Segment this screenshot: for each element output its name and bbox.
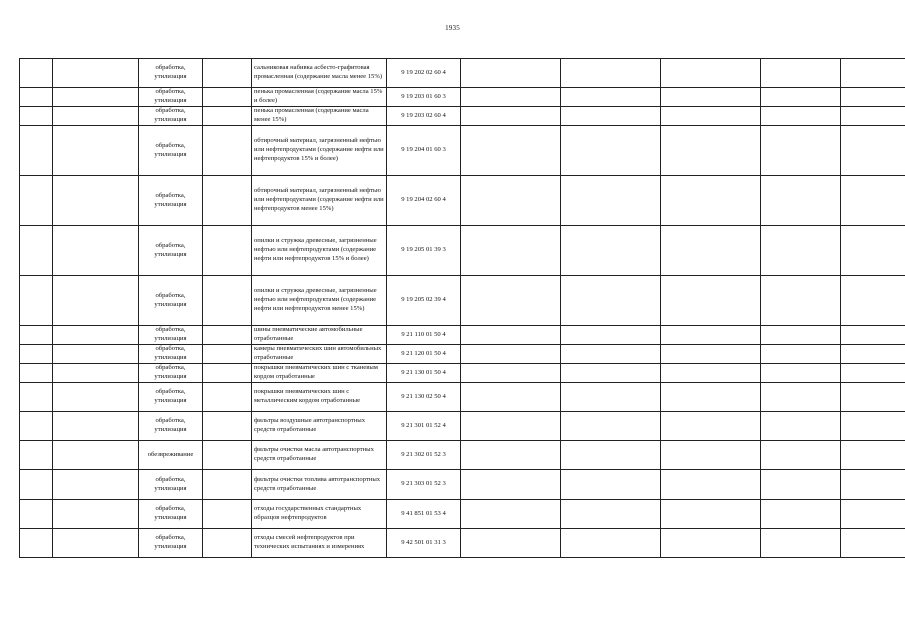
cell-empty bbox=[20, 470, 53, 500]
operation-cell: обработка, утилизация bbox=[139, 326, 203, 345]
cell-empty bbox=[203, 383, 252, 412]
cell-empty bbox=[53, 226, 139, 276]
cell-empty bbox=[561, 88, 661, 107]
cell-empty bbox=[461, 226, 561, 276]
cell-empty bbox=[761, 529, 841, 558]
cell-empty bbox=[20, 276, 53, 326]
cell-empty bbox=[203, 107, 252, 126]
fkko-code-cell: 9 21 110 01 50 4 bbox=[387, 326, 461, 345]
waste-name-cell: обтирочный материал, загрязненный нефтью или нефтепродуктами (содержание нефти или нефтепродуктов менее 15%) bbox=[252, 176, 387, 226]
cell-empty bbox=[761, 470, 841, 500]
cell-empty bbox=[661, 126, 761, 176]
cell-empty bbox=[661, 88, 761, 107]
cell-empty bbox=[203, 59, 252, 88]
cell-empty bbox=[461, 529, 561, 558]
cell-empty bbox=[53, 500, 139, 529]
fkko-code-cell: 9 19 203 01 60 3 bbox=[387, 88, 461, 107]
fkko-code-cell: 9 21 303 01 52 3 bbox=[387, 470, 461, 500]
cell-empty bbox=[461, 345, 561, 364]
waste-name-cell: фильтры очистки топлива автотранспортных средств отработанные bbox=[252, 470, 387, 500]
cell-empty bbox=[53, 470, 139, 500]
fkko-code-cell: 9 19 204 01 60 3 bbox=[387, 126, 461, 176]
cell-empty bbox=[53, 59, 139, 88]
cell-empty bbox=[53, 126, 139, 176]
cell-empty bbox=[53, 345, 139, 364]
cell-empty bbox=[461, 441, 561, 470]
cell-empty bbox=[661, 500, 761, 529]
table-row bbox=[20, 126, 905, 176]
cell-empty bbox=[20, 59, 53, 88]
fkko-code-cell: 9 19 205 02 39 4 bbox=[387, 276, 461, 326]
fkko-code-cell: 9 21 130 01 50 4 bbox=[387, 364, 461, 383]
cell-empty bbox=[203, 470, 252, 500]
cell-empty bbox=[203, 500, 252, 529]
waste-name-cell: пенька промасленная (содержание масла 15% и более) bbox=[252, 88, 387, 107]
cell-empty bbox=[203, 176, 252, 226]
cell-empty bbox=[203, 412, 252, 441]
cell-empty bbox=[461, 107, 561, 126]
cell-empty bbox=[203, 88, 252, 107]
operation-cell: обработка, утилизация bbox=[139, 88, 203, 107]
cell-empty bbox=[20, 383, 53, 412]
cell-empty bbox=[561, 441, 661, 470]
cell-empty bbox=[661, 441, 761, 470]
cell-empty bbox=[841, 500, 905, 529]
operation-cell: обработка, утилизация bbox=[139, 383, 203, 412]
cell-empty bbox=[53, 176, 139, 226]
table-row bbox=[20, 276, 905, 326]
cell-empty bbox=[561, 529, 661, 558]
cell-empty bbox=[661, 383, 761, 412]
table-row bbox=[20, 470, 905, 500]
table-row bbox=[20, 412, 905, 441]
cell-empty bbox=[203, 226, 252, 276]
cell-empty bbox=[661, 176, 761, 226]
cell-empty bbox=[661, 470, 761, 500]
waste-name-cell: опилки и стружка древесные, загрязненные нефтью или нефтепродуктами (содержание нефти или нефтепродуктов менее 15%) bbox=[252, 276, 387, 326]
cell-empty bbox=[203, 276, 252, 326]
cell-empty bbox=[461, 59, 561, 88]
cell-empty bbox=[661, 529, 761, 558]
cell-empty bbox=[841, 470, 905, 500]
cell-empty bbox=[761, 107, 841, 126]
table-row bbox=[20, 345, 905, 364]
cell-empty bbox=[561, 383, 661, 412]
cell-empty bbox=[561, 412, 661, 441]
table-row bbox=[20, 88, 905, 107]
waste-name-cell: отходы смесей нефтепродуктов при технических испытаниях и измерениях bbox=[252, 529, 387, 558]
cell-empty bbox=[53, 529, 139, 558]
cell-empty bbox=[761, 226, 841, 276]
operation-cell: обработка, утилизация bbox=[139, 126, 203, 176]
cell-empty bbox=[661, 412, 761, 441]
cell-empty bbox=[203, 364, 252, 383]
cell-empty bbox=[53, 364, 139, 383]
cell-empty bbox=[661, 276, 761, 326]
cell-empty bbox=[20, 326, 53, 345]
cell-empty bbox=[841, 276, 905, 326]
cell-empty bbox=[561, 59, 661, 88]
cell-empty bbox=[20, 529, 53, 558]
cell-empty bbox=[20, 226, 53, 276]
cell-empty bbox=[561, 326, 661, 345]
table-row bbox=[20, 326, 905, 345]
operation-cell: обработка, утилизация bbox=[139, 345, 203, 364]
cell-empty bbox=[841, 59, 905, 88]
cell-empty bbox=[561, 276, 661, 326]
table-row bbox=[20, 364, 905, 383]
cell-empty bbox=[20, 107, 53, 126]
cell-empty bbox=[20, 176, 53, 226]
cell-empty bbox=[20, 441, 53, 470]
cell-empty bbox=[841, 326, 905, 345]
table-row bbox=[20, 226, 905, 276]
cell-empty bbox=[841, 441, 905, 470]
waste-name-cell: покрышки пневматических шин с металлическим кордом отработанные bbox=[252, 383, 387, 412]
cell-empty bbox=[841, 126, 905, 176]
waste-name-cell: камеры пневматических шин автомобильных отработанные bbox=[252, 345, 387, 364]
fkko-code-cell: 9 21 120 01 50 4 bbox=[387, 345, 461, 364]
cell-empty bbox=[841, 412, 905, 441]
cell-empty bbox=[761, 126, 841, 176]
waste-name-cell: фильтры очистки масла автотранспортных средств отработанные bbox=[252, 441, 387, 470]
cell-empty bbox=[53, 383, 139, 412]
cell-empty bbox=[841, 364, 905, 383]
cell-empty bbox=[461, 383, 561, 412]
cell-empty bbox=[461, 176, 561, 226]
cell-empty bbox=[461, 500, 561, 529]
cell-empty bbox=[461, 126, 561, 176]
waste-name-cell: отходы государственных стандартных образцов нефтепродуктов bbox=[252, 500, 387, 529]
cell-empty bbox=[203, 345, 252, 364]
cell-empty bbox=[461, 364, 561, 383]
operation-cell: обработка, утилизация bbox=[139, 176, 203, 226]
cell-empty bbox=[841, 88, 905, 107]
fkko-code-cell: 9 19 204 02 60 4 bbox=[387, 176, 461, 226]
waste-name-cell: обтирочный материал, загрязненный нефтью или нефтепродуктами (содержание нефти или нефтепродуктов 15% и более) bbox=[252, 126, 387, 176]
cell-empty bbox=[20, 88, 53, 107]
cell-empty bbox=[20, 126, 53, 176]
cell-empty bbox=[841, 383, 905, 412]
cell-empty bbox=[841, 345, 905, 364]
cell-empty bbox=[561, 364, 661, 383]
fkko-code-cell: 9 19 202 02 60 4 bbox=[387, 59, 461, 88]
cell-empty bbox=[561, 107, 661, 126]
cell-empty bbox=[561, 126, 661, 176]
table-row bbox=[20, 441, 905, 470]
fkko-code-cell: 9 21 130 02 50 4 bbox=[387, 383, 461, 412]
operation-cell: обработка, утилизация bbox=[139, 529, 203, 558]
cell-empty bbox=[461, 412, 561, 441]
cell-empty bbox=[841, 529, 905, 558]
cell-empty bbox=[841, 107, 905, 126]
fkko-code-cell: 9 21 301 01 52 4 bbox=[387, 412, 461, 441]
cell-empty bbox=[203, 326, 252, 345]
cell-empty bbox=[761, 383, 841, 412]
cell-empty bbox=[53, 276, 139, 326]
cell-empty bbox=[461, 326, 561, 345]
table-row bbox=[20, 383, 905, 412]
operation-cell: обработка, утилизация bbox=[139, 276, 203, 326]
waste-name-cell: сальниковая набивка асбесто-графитовая промасленная (содержание масла менее 15%) bbox=[252, 59, 387, 88]
cell-empty bbox=[761, 176, 841, 226]
operation-cell: обработка, утилизация bbox=[139, 412, 203, 441]
cell-empty bbox=[561, 226, 661, 276]
cell-empty bbox=[841, 176, 905, 226]
operation-cell: обработка, утилизация bbox=[139, 107, 203, 126]
cell-empty bbox=[761, 59, 841, 88]
cell-empty bbox=[203, 126, 252, 176]
operation-cell: обработка, утилизация bbox=[139, 226, 203, 276]
waste-name-cell: фильтры воздушные автотранспортных средств отработанные bbox=[252, 412, 387, 441]
cell-empty bbox=[761, 441, 841, 470]
operation-cell: обезвреживание bbox=[139, 441, 203, 470]
fkko-code-cell: 9 42 501 01 31 3 bbox=[387, 529, 461, 558]
cell-empty bbox=[561, 176, 661, 226]
table-row bbox=[20, 529, 905, 558]
cell-empty bbox=[203, 529, 252, 558]
cell-empty bbox=[761, 500, 841, 529]
cell-empty bbox=[53, 326, 139, 345]
cell-empty bbox=[661, 364, 761, 383]
cell-empty bbox=[53, 88, 139, 107]
table-row bbox=[20, 107, 905, 126]
page-number: 1935 bbox=[445, 24, 460, 32]
cell-empty bbox=[53, 441, 139, 470]
operation-cell: обработка, утилизация bbox=[139, 59, 203, 88]
operation-cell: обработка, утилизация bbox=[139, 470, 203, 500]
fkko-code-cell: 9 21 302 01 52 3 bbox=[387, 441, 461, 470]
waste-name-cell: пенька промасленная (содержание масла менее 15%) bbox=[252, 107, 387, 126]
waste-table bbox=[19, 58, 905, 558]
cell-empty bbox=[561, 470, 661, 500]
cell-empty bbox=[20, 500, 53, 529]
waste-name-cell: опилки и стружка древесные, загрязненные нефтью или нефтепродуктами (содержание нефти или нефтепродуктов 15% и более) bbox=[252, 226, 387, 276]
cell-empty bbox=[561, 500, 661, 529]
cell-empty bbox=[761, 345, 841, 364]
fkko-code-cell: 9 19 205 01 39 3 bbox=[387, 226, 461, 276]
cell-empty bbox=[761, 412, 841, 441]
operation-cell: обработка, утилизация bbox=[139, 500, 203, 529]
cell-empty bbox=[20, 412, 53, 441]
cell-empty bbox=[761, 88, 841, 107]
cell-empty bbox=[203, 441, 252, 470]
table-row bbox=[20, 59, 905, 88]
cell-empty bbox=[461, 88, 561, 107]
cell-empty bbox=[661, 345, 761, 364]
waste-name-cell: шины пневматические автомобильные отработанные bbox=[252, 326, 387, 345]
cell-empty bbox=[461, 276, 561, 326]
cell-empty bbox=[461, 470, 561, 500]
cell-empty bbox=[841, 226, 905, 276]
operation-cell: обработка, утилизация bbox=[139, 364, 203, 383]
cell-empty bbox=[661, 326, 761, 345]
cell-empty bbox=[661, 59, 761, 88]
cell-empty bbox=[20, 364, 53, 383]
cell-empty bbox=[661, 226, 761, 276]
table-row bbox=[20, 176, 905, 226]
cell-empty bbox=[761, 276, 841, 326]
fkko-code-cell: 9 41 851 01 53 4 bbox=[387, 500, 461, 529]
cell-empty bbox=[561, 345, 661, 364]
cell-empty bbox=[53, 107, 139, 126]
waste-name-cell: покрышки пневматических шин с тканевым кордом отработанные bbox=[252, 364, 387, 383]
cell-empty bbox=[661, 107, 761, 126]
cell-empty bbox=[53, 412, 139, 441]
fkko-code-cell: 9 19 203 02 60 4 bbox=[387, 107, 461, 126]
cell-empty bbox=[20, 345, 53, 364]
cell-empty bbox=[761, 364, 841, 383]
cell-empty bbox=[761, 326, 841, 345]
table-body bbox=[20, 59, 905, 558]
table-row bbox=[20, 500, 905, 529]
